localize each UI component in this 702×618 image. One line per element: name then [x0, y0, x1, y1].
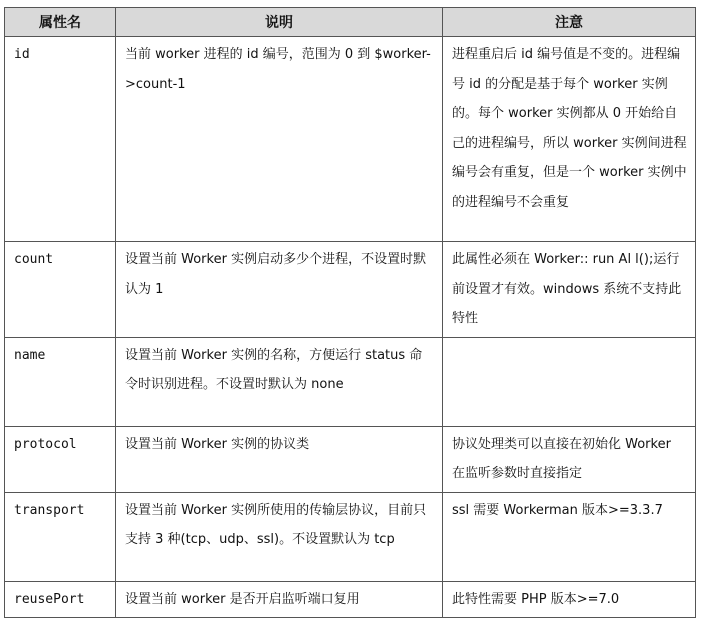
worker-properties-table: [4, 7, 696, 618]
header-row: [5, 8, 696, 37]
property-name-cell: id: [5, 37, 116, 242]
column-header-name: 属性名: [5, 8, 116, 37]
property-name-cell: name: [5, 337, 116, 426]
column-header-note: 注意: [443, 8, 696, 37]
table-row: [5, 581, 696, 618]
table-row: [5, 242, 696, 338]
property-description-cell: 当前 worker 进程的 id 编号，范围为 0 到 $worker->count-1: [116, 37, 443, 242]
property-note-cell: 此属性必须在 Worker:: run Al l();运行前设置才有效。windows 系统不支持此特性: [443, 242, 696, 338]
table-row: [5, 337, 696, 426]
property-note-cell: 进程重启后 id 编号值是不变的。进程编号 id 的分配是基于每个 worker 实例的。每个 worker 实例都从 0 开始给自己的进程编号，所以 worker 实例间进程编号会有重复，但是一个 worker 实例中的进程编号不会重复: [443, 37, 696, 242]
property-note-cell: 此特性需要 PHP 版本>=7.0: [443, 581, 696, 618]
property-description-cell: 设置当前 worker 是否开启监听端口复用: [116, 581, 443, 618]
property-note-cell: ssl 需要 Workerman 版本>=3.3.7: [443, 492, 696, 581]
table-row: [5, 426, 696, 492]
property-note-cell: 协议处理类可以直接在初始化 Worker 在监听参数时直接指定: [443, 426, 696, 492]
column-header-description: 说明: [116, 8, 443, 37]
property-name-cell: reusePort: [5, 581, 116, 618]
property-name-cell: protocol: [5, 426, 116, 492]
property-description-cell: 设置当前 Worker 实例启动多少个进程，不设置时默认为 1: [116, 242, 443, 338]
property-description-cell: 设置当前 Worker 实例的协议类: [116, 426, 443, 492]
property-name-cell: count: [5, 242, 116, 338]
table-row: [5, 37, 696, 242]
table-row: [5, 492, 696, 581]
property-description-cell: 设置当前 Worker 实例的名称，方便运行 status 命令时识别进程。不设置时默认为 none: [116, 337, 443, 426]
property-note-cell: [443, 337, 696, 426]
property-name-cell: transport: [5, 492, 116, 581]
property-description-cell: 设置当前 Worker 实例所使用的传输层协议，目前只支持 3 种(tcp、udp、ssl)。不设置默认为 tcp: [116, 492, 443, 581]
